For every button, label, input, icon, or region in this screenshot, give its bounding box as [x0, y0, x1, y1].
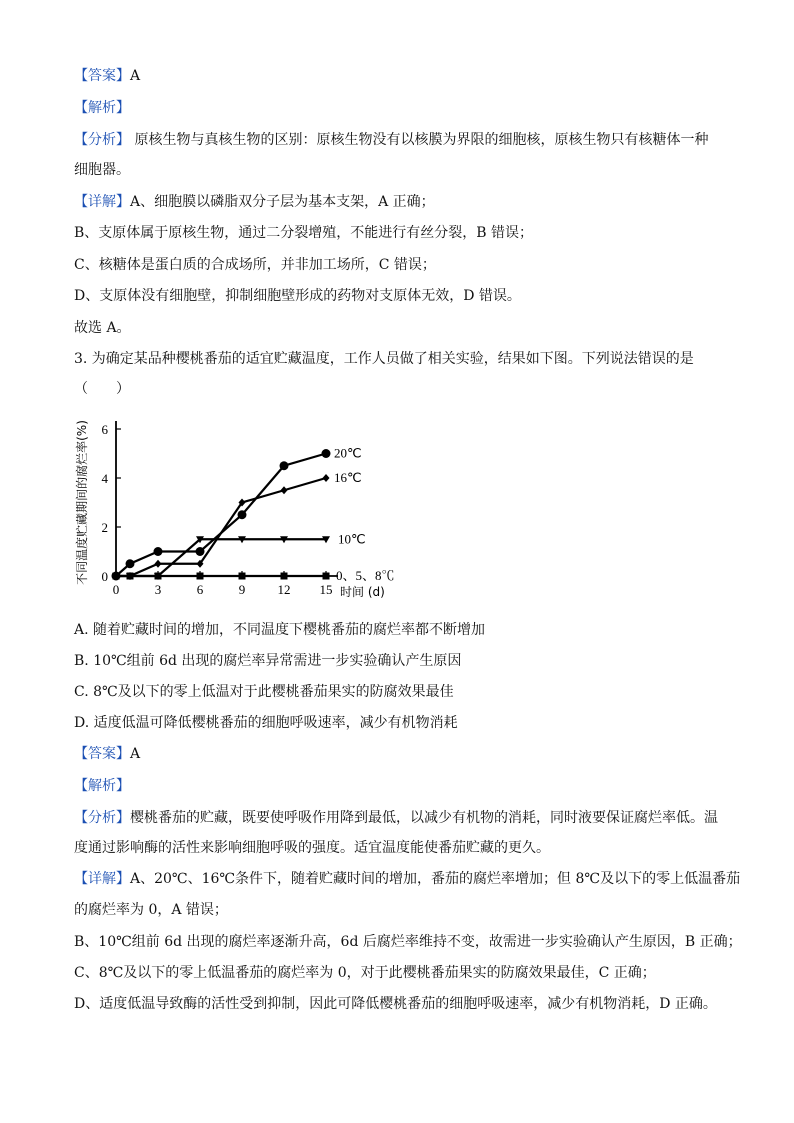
xiangjie-text: A、20℃、16℃条件下，随着贮藏时间的增加，番茄的腐烂率增加；但 8℃及以下的零上低温番茄 — [130, 871, 741, 887]
x-tick-label: 6 — [196, 582, 204, 597]
option-b-explain-2: B、10℃组前 6d 出现的腐烂率逐渐升高，6d 后腐烂率维持不变，故需进一步实验确认产生原因，B 正确； — [74, 934, 742, 950]
option-b-explain-1: B、支原体属于原核生物，通过二分裂增殖，不能进行有丝分裂，B 错误； — [74, 225, 534, 241]
analysis-line-1 — [74, 130, 724, 150]
series-label: 10℃ — [338, 531, 366, 547]
fenxi-tag: 【分析】 — [74, 810, 130, 826]
x-tick-label: 9 — [238, 582, 246, 597]
xiangjie-tag: 【详解】 — [74, 871, 130, 887]
data-point — [197, 573, 204, 580]
option-d-explain-2: D、适度低温导致酶的活性受到抑制，因此可降低樱桃番茄的细胞呼吸速率，减少有机物消耗，D 正确。 — [74, 996, 717, 1012]
detail-line-1 — [74, 192, 724, 212]
data-point — [154, 547, 163, 556]
y-tick-label: 4 — [101, 471, 108, 486]
data-point — [196, 547, 205, 556]
option-c-explain-1: C、核糖体是蛋白质的合成场所，并非加工场所，C 错误； — [74, 257, 436, 273]
series-label: 20℃ — [334, 445, 362, 461]
analysis-line-2-cont: 度通过影响酶的活性来影响细胞呼吸的强度。适宜温度能使番茄贮藏的更久。 — [74, 840, 550, 856]
x-axis-label: 时间 (d) — [340, 585, 385, 599]
detail-line-2 — [74, 869, 741, 889]
y-axis-label: 不同温度贮藏期间的腐烂率(%) — [75, 420, 89, 585]
fenxi-text: 原核生物与真核生物的区别：原核生物没有以核膜为界限的细胞核，原核生物只有核糖体一种 — [130, 132, 709, 148]
series-line — [116, 539, 326, 576]
data-point — [127, 573, 134, 580]
answer-line-2 — [74, 744, 724, 764]
series-label: 16℃ — [334, 470, 362, 485]
answer-line-1 — [74, 66, 724, 86]
rot-rate-chart — [72, 408, 395, 608]
option-c-explain-2: C、8℃及以下的零上低温番茄的腐烂率为 0，对于此樱桃番茄果实的防腐效果最佳，C 正确； — [74, 965, 656, 981]
y-tick-label: 0 — [101, 569, 108, 584]
answer-value: A — [130, 68, 141, 84]
question-3-paren: （ ） — [74, 381, 130, 397]
analysis-line-2 — [74, 808, 724, 828]
answer-tag: 【答案】 — [74, 68, 130, 84]
fenxi-text: 樱桃番茄的贮藏，既要使呼吸作用降到最低，以减少有机物的消耗，同时液要保证腐烂率低。温 — [130, 810, 718, 826]
question-3: 3. 为确定某品种樱桃番茄的适宜贮藏温度，工作人员做了相关实验，结果如下图。下列说法错误的是 — [74, 351, 694, 367]
x-tick-label: 0 — [112, 582, 120, 597]
series-line — [116, 454, 326, 577]
option-a: A. 随着贮藏时间的增加，不同温度下樱桃番茄的腐烂率都不断增加 — [74, 622, 486, 638]
x-tick-label: 15 — [319, 582, 333, 597]
answer-tag: 【答案】 — [74, 746, 130, 762]
option-d-explain-1: D、支原体没有细胞壁，抑制细胞壁形成的药物对支原体无效，D 错误。 — [74, 288, 521, 304]
option-c: C. 8℃及以下的零上低温对于此樱桃番茄果实的防腐效果最佳 — [74, 684, 454, 700]
answer-value: A — [130, 746, 141, 762]
option-b: B. 10℃组前 6d 出现的腐烂率异常需进一步实验确认产生原因 — [74, 653, 462, 669]
series-line — [116, 478, 326, 576]
series-label: 0、5、8℃ — [336, 568, 395, 583]
x-tick-label: 12 — [277, 582, 291, 597]
fenxi-tag: 【分析】 — [74, 132, 130, 148]
xiangjie-tag: 【详解】 — [74, 194, 130, 210]
data-point — [155, 573, 162, 580]
data-point — [323, 474, 330, 482]
conclusion-1: 故选 A。 — [74, 320, 131, 336]
data-point — [323, 573, 330, 580]
analysis-line-1-cont: 细胞器。 — [74, 162, 130, 178]
analysis-heading-1 — [74, 98, 724, 118]
data-point — [155, 560, 162, 568]
option-d: D. 适度低温可降低樱桃番茄的细胞呼吸速率，减少有机物消耗 — [74, 715, 458, 731]
data-point — [322, 449, 331, 458]
analysis-tag: 【解析】 — [74, 100, 130, 116]
x-tick-label: 3 — [154, 582, 162, 597]
data-point — [281, 486, 288, 494]
data-point — [281, 573, 288, 580]
data-point — [239, 573, 246, 580]
analysis-heading-2 — [74, 776, 724, 796]
detail-line-2-cont: 的腐烂率为 0，A 错误； — [74, 902, 228, 918]
data-point — [113, 573, 120, 580]
xiangjie-text: A、细胞膜以磷脂双分子层为基本支架，A 正确； — [130, 194, 435, 210]
data-point — [280, 461, 289, 470]
y-tick-label: 2 — [101, 520, 108, 535]
analysis-tag: 【解析】 — [74, 778, 130, 794]
y-tick-label: 6 — [101, 422, 108, 437]
data-point — [126, 559, 135, 568]
data-point — [238, 510, 247, 519]
